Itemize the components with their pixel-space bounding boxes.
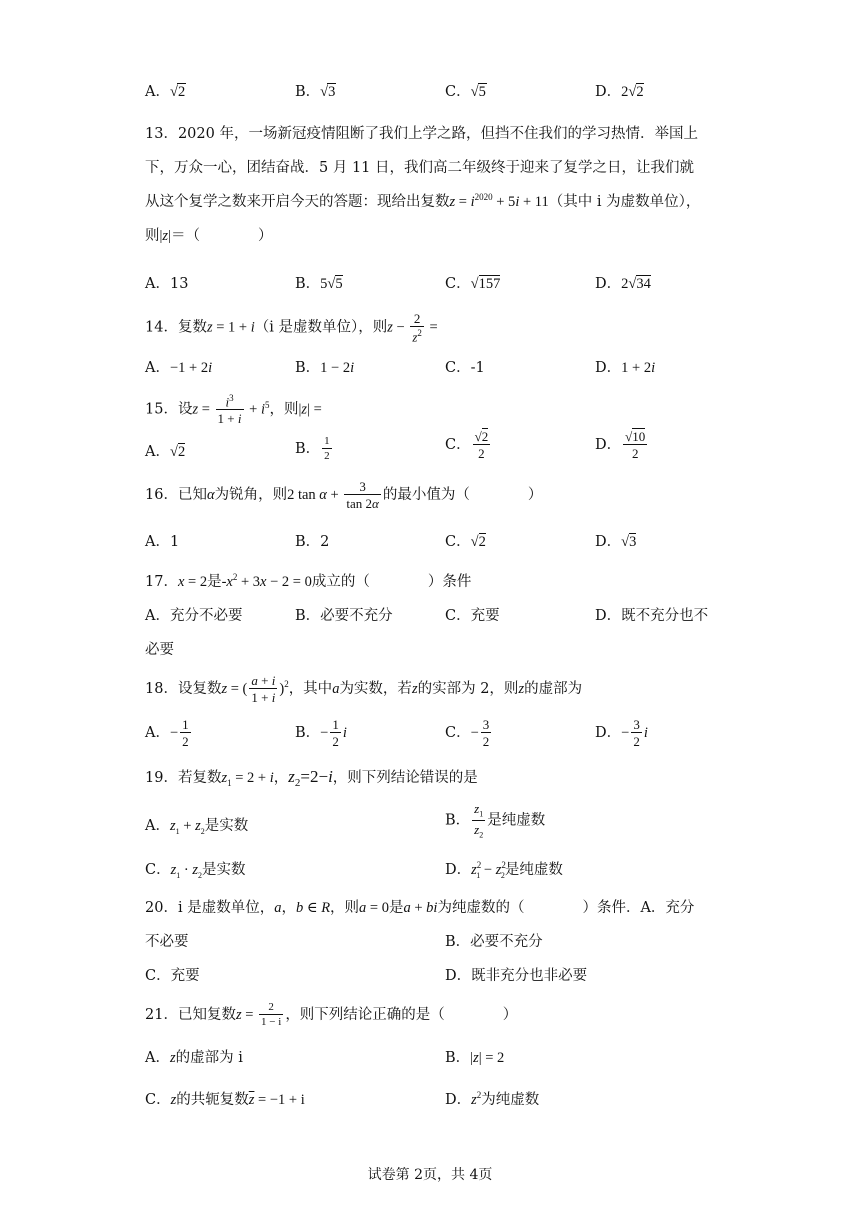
q12-option-d: D．2√2: [595, 84, 644, 100]
q18-stem: 18．设复数z = ( $\frac{a + i}{1 + i}$ )$^2$，其中a为实数，若z的实部为 2，则z的虚部为: [145, 673, 583, 705]
q14-option-b: B．1 − 2i: [295, 360, 355, 376]
q13-option-a: A．13: [145, 276, 189, 292]
q12-option-a: A．√2: [145, 84, 186, 100]
q19-stem: 19．若复数$z_1 = 2 + i$，$z_2=2-i$，则下列结论错误的是: [145, 767, 478, 789]
q16-stem: 16．已知α为锐角，则2 tan α + $\frac{3}{\tan 2\alpha}$ 的最小值为（ ）: [145, 479, 543, 511]
page-footer: 试卷第 2页，共 4页: [367, 1167, 493, 1183]
q18-option-c: C．− $\frac{3}{2}$: [445, 717, 490, 749]
q20-option-d: D．既非充分也非必要: [445, 968, 588, 984]
q14-stem: 14．复数z = 1 + i（i 是虚数单位），则z − $\frac{2}{z^2}$ =: [145, 311, 438, 345]
q15-stem: 15．设z = $\frac{i^3}{1 + i}$ + $i^5$，则|z| =: [145, 393, 322, 427]
q16-option-c: C．√2: [445, 534, 486, 550]
q19-option-d: D．$z^2_1 - z^2_2$是纯虚数: [445, 860, 563, 880]
q12-option-b: B．√3: [295, 84, 336, 100]
q17-stem: 17．x = 2是$-x^2 + 3x - 2 = 0$成立的（ ）条件: [145, 572, 472, 590]
q20-option-a-cont: 不必要: [145, 934, 189, 950]
q13-option-b: B．5√5: [295, 276, 343, 292]
q17-option-c: C．充要: [445, 608, 500, 624]
q17-option-a: A．充分不必要: [145, 608, 243, 624]
q21-option-d: D．$z^2$为纯虚数: [445, 1090, 540, 1108]
q17-option-d-cont: 必要: [145, 642, 174, 658]
q20-option-b: B．必要不充分: [445, 934, 543, 950]
q21-stem: 21．已知复数z = $\frac{2}{1 - i}$ ，则下列结论正确的是（ ）: [145, 1001, 518, 1028]
q15-option-c: C． $\frac{√2}{2}$: [445, 429, 489, 461]
q13-line1: 13．2020 年，一场新冠疫情阻断了我们上学之路，但挡不住我们的学习热情．举国上: [145, 126, 698, 142]
q16-option-a: A．1: [145, 534, 180, 550]
q21-option-a: A．z的虚部为 i: [145, 1050, 243, 1066]
q19-option-b: B． $\frac{z_1}{z_2}$ 是纯虚数: [445, 801, 546, 840]
q20-stem: 20．i 是虚数单位，a，b ∈ R，则a = 0是a + bi为纯虚数的（ ）条件．A．充分: [145, 900, 695, 916]
q13-line4: 则|z|＝（ ）: [145, 228, 273, 244]
q21-option-c: C．z的共轭复数$\overline{z} = -1 + i$: [145, 1092, 305, 1108]
q17-option-d: D．既不充分也不: [595, 608, 709, 624]
q19-option-c: C．$z_1 \cdot z_2$是实数: [145, 862, 246, 880]
q20-option-c: C．充要: [145, 968, 200, 984]
q18-option-a: A．− $\frac{1}{2}$: [145, 717, 189, 749]
q13-option-c: C．√157: [445, 276, 501, 292]
q14-option-d: D．1 + 2i: [595, 360, 656, 376]
q13-line2: 下，万众一心，团结奋战．5 月 11 日，我们高二年级终于迎来了复学之日，让我们就: [145, 160, 695, 176]
q15-option-b: B． $\frac{1}{2}$: [295, 435, 330, 462]
q13-option-d: D．2√34: [595, 276, 651, 292]
q19-option-a: A．$z_1 + z_2$是实数: [145, 818, 249, 836]
q21-option-b: B．|z| = 2: [445, 1050, 505, 1066]
q18-option-b: B．− $\frac{1}{2}$ i: [295, 717, 347, 749]
q17-option-b: B．必要不充分: [295, 608, 393, 624]
q15-option-d: D． $\frac{√10}{2}$: [595, 429, 646, 461]
q18-option-d: D．− $\frac{3}{2}$ i: [595, 717, 648, 749]
q16-option-d: D．√3: [595, 534, 637, 550]
q16-option-b: B．2: [295, 534, 330, 550]
q13-line3: 从这个复学之数来开启今天的答题：现给出复数$z = i^{2020} + 5i + 11$（其中 i 为虚数单位），: [145, 192, 701, 210]
q14-option-c: C．-1: [445, 360, 485, 376]
q12-option-c: C．√5: [445, 84, 486, 100]
q15-option-a: A．√2: [145, 444, 186, 460]
q14-option-a: A．−1 + 2i: [145, 360, 213, 376]
